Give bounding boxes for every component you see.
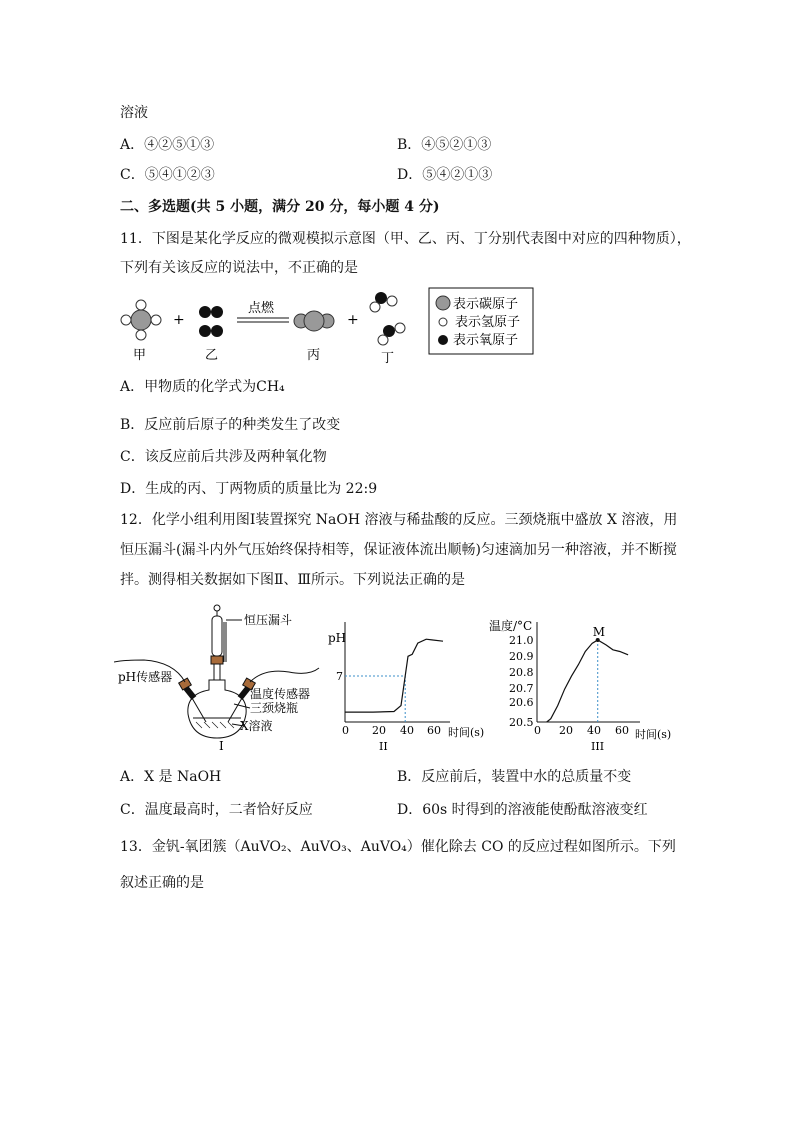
ph-xtick-60: 60 [427, 724, 441, 737]
plus-1: + [173, 312, 185, 328]
label-bing: 丙 [307, 348, 321, 363]
ph-ylabel: pH [328, 631, 347, 645]
temp-ytick-20-7: 20.7 [509, 682, 534, 695]
figure-iii-label: III [591, 740, 605, 752]
q10-option-d: D．⑤④②①③ [397, 167, 493, 183]
q12-stem-line2: 恒压漏斗(漏斗内外气压始终保持相等，保证液体流出顺畅)匀速滴加另一种溶液，并不断搅 [120, 542, 677, 558]
label-jia: 甲 [133, 348, 147, 363]
q12-option-a: A．X 是 NaOH [120, 769, 222, 785]
label-funnel: 恒压漏斗 [244, 613, 293, 627]
ph-xtick-0: 0 [342, 724, 349, 737]
q12-option-d: D．60s 时得到的溶液能使酚酞溶液变红 [397, 802, 648, 818]
q11-reaction-diagram [115, 286, 535, 366]
temp-xtick-60: 60 [615, 724, 629, 737]
label-x-solution: X溶液 [240, 719, 273, 733]
label-ding: 丁 [381, 351, 395, 366]
ph-xtick-40: 40 [400, 724, 414, 737]
q11-option-a: A．甲物质的化学式为CH₄ [120, 379, 285, 395]
temp-point-label: M [592, 625, 606, 639]
q10-option-a: A．④②⑤①③ [120, 137, 215, 153]
q12-stem-line1: 12．化学小组利用图Ⅰ装置探究 NaOH 溶液与稀盐酸的反应。三颈烧瓶中盛放 X 溶液，用 [120, 512, 678, 528]
q12-option-c: C．温度最高时，二者恰好反应 [120, 802, 313, 818]
temp-series-line [547, 640, 628, 722]
label-flask: 三颈烧瓶 [250, 701, 299, 715]
legend-oxygen: 表示氧原子 [453, 333, 519, 348]
temp-xtick-20: 20 [559, 724, 573, 737]
temp-xtick-0: 0 [534, 724, 541, 737]
ph-xtick-20: 20 [372, 724, 386, 737]
temp-ytick-20-5: 20.5 [509, 716, 534, 729]
q10-option-b: B．④⑤②①③ [397, 137, 492, 153]
label-ph-sensor: pH传感器 [118, 670, 173, 684]
plus-2: + [347, 312, 359, 328]
figure-ii-label: II [379, 740, 388, 752]
q10-option-c: C．⑤④①②③ [120, 167, 215, 183]
legend-hydrogen: 表示氢原子 [455, 315, 521, 330]
q11-option-b: B．反应前后原子的种类发生了改变 [120, 417, 341, 433]
molecule-ding [370, 292, 405, 345]
q11-option-c: C．该反应前后共涉及两种氧化物 [120, 449, 327, 465]
temp-xlabel: 时间(s) [635, 728, 672, 741]
molecule-yi [199, 306, 223, 337]
legend-carbon: 表示碳原子 [453, 297, 519, 312]
temp-ytick-20-6: 20.6 [509, 696, 534, 709]
ph-xlabel: 时间(s) [448, 726, 485, 739]
q13-stem-line2: 叙述正确的是 [120, 875, 204, 891]
condition-text: 点燃 [248, 301, 275, 316]
q12-chart-temperature [485, 602, 685, 752]
q12-option-b: B．反应前后，装置中水的总质量不变 [397, 769, 632, 785]
q12-figure-apparatus [114, 602, 324, 752]
molecule-bing [294, 311, 334, 331]
q11-stem-line1: 11．下图是某化学反应的微观模拟示意图（甲、乙、丙、丁分别代表图中对应的四种物质）， [120, 231, 691, 247]
q11-stem-line2: 下列有关该反应的说法中，不正确的是 [120, 260, 358, 276]
label-temp-sensor: 温度传感器 [250, 687, 311, 701]
q12-stem-line3: 拌。测得相关数据如下图Ⅱ、Ⅲ所示。下列说法正确的是 [120, 572, 466, 588]
q13-stem-line1: 13．金钒-氧团簇（AuVO₂、AuVO₃、AuVO₄）催化除去 CO 的反应过程如图所示。下列 [120, 839, 676, 855]
ph-ytick-7: 7 [336, 670, 343, 683]
q11-option-d: D．生成的丙、丁两物质的质量比为 22:9 [120, 481, 378, 497]
top-text: 溶液 [120, 105, 148, 121]
q12-chart-ph [325, 602, 485, 752]
temp-ytick-21-0: 21.0 [509, 634, 534, 647]
temp-ylabel: 温度/°C [489, 619, 533, 633]
figure-i-label: I [219, 739, 224, 752]
temp-xtick-40: 40 [587, 724, 601, 737]
label-yi: 乙 [205, 348, 219, 363]
molecule-jia [121, 300, 161, 340]
section-title: 二、多选题(共 5 小题，满分 20 分，每小题 4 分) [120, 199, 440, 215]
temp-ytick-20-9: 20.9 [509, 650, 534, 663]
temp-ytick-20-8: 20.8 [509, 666, 534, 679]
